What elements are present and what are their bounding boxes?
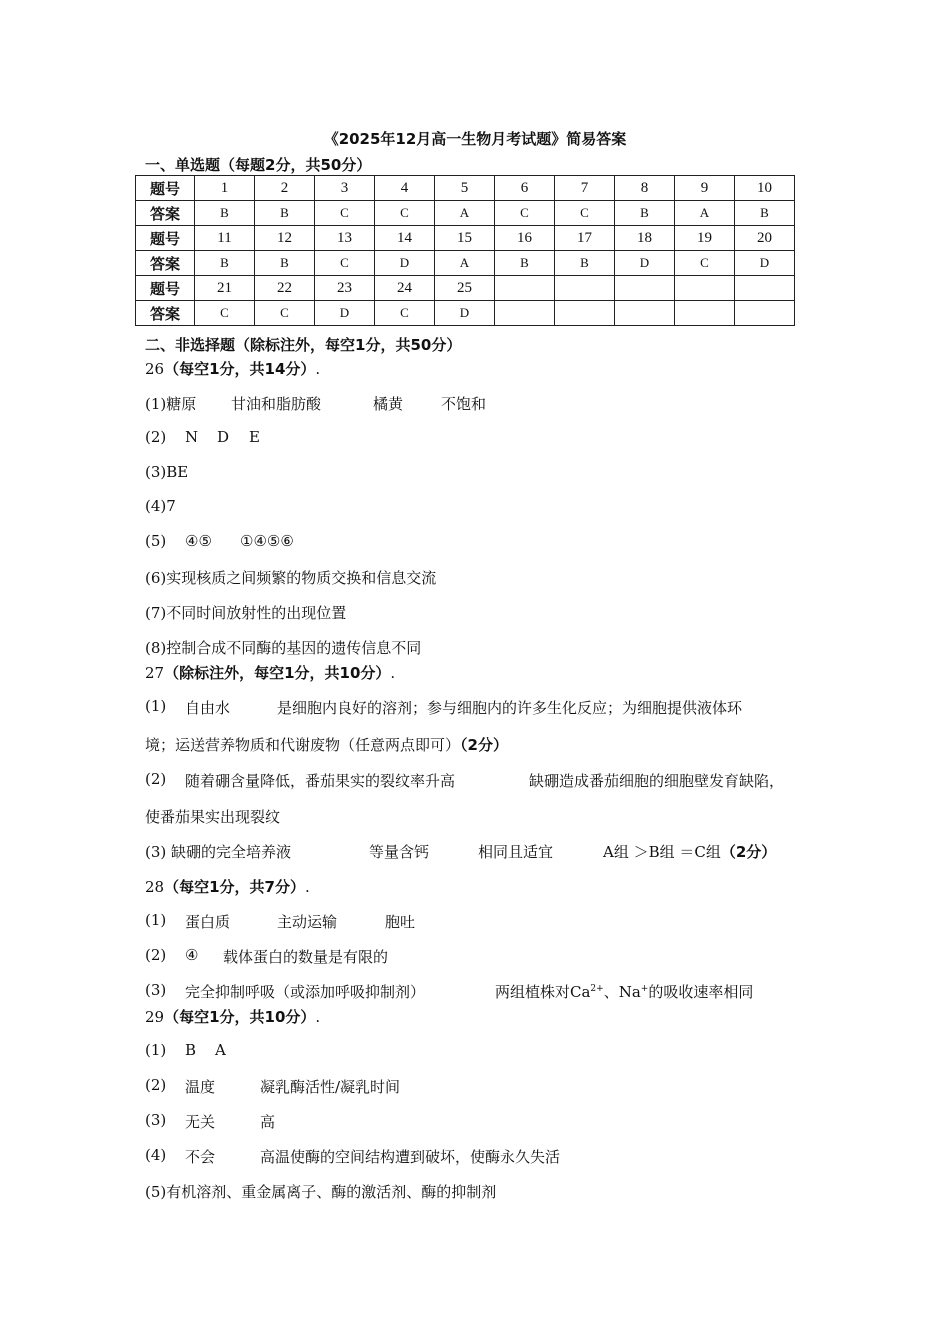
q28-heading: [145, 876, 310, 897]
question-number-cell: 18: [615, 226, 675, 251]
q29-number: 29: [145, 1008, 165, 1026]
q27-3-answer-b: 等量含钙: [369, 843, 430, 861]
q29-suffix: .: [315, 1008, 321, 1026]
q27-line-3: [145, 841, 777, 862]
q29-4-answer-a: 不会: [185, 1148, 216, 1166]
q29-3-answer-a: 无关: [185, 1113, 216, 1131]
answer-cell: D: [735, 251, 795, 276]
answer-cell: D: [375, 251, 435, 276]
answer-cell: C: [555, 201, 615, 226]
answer-cell: B: [735, 201, 795, 226]
question-number-cell: 15: [435, 226, 495, 251]
answer-cell: C: [675, 251, 735, 276]
q29-line-4: [145, 1146, 561, 1166]
answer-cell: B: [255, 251, 315, 276]
table-row-numbers: [136, 176, 795, 201]
q29-heading: [145, 1006, 320, 1027]
q28-line-2: [145, 946, 389, 966]
q27-3-answer-a: (3) 缺硼的完全培养液: [145, 843, 292, 861]
answer-cell: [495, 301, 555, 326]
q26-heading: [145, 358, 320, 379]
q28-3-answer-b-text2: 、Na: [603, 983, 641, 1001]
answer-cell: B: [615, 201, 675, 226]
answer-cell: [555, 301, 615, 326]
q26-line-3: (3)BE: [145, 463, 189, 481]
q26-2-answer-b: D: [217, 428, 230, 446]
row-header-answer: 答案: [136, 201, 195, 226]
question-number-cell: [675, 276, 735, 301]
q27-2-answer-a: 随着硼含量降低，番茄果实的裂纹率升高: [185, 772, 456, 790]
q29-1-label: (1): [145, 1041, 167, 1059]
q26-line-4: (4)7: [145, 497, 176, 515]
question-number-cell: 8: [615, 176, 675, 201]
q28-3-answer-b-text3: 的吸收速率相同: [648, 983, 754, 1001]
q26-2-answer-c: E: [249, 428, 260, 446]
q26-5-answer-b: ①④⑤⑥: [240, 532, 294, 550]
answer-cell: C: [495, 201, 555, 226]
question-number-cell: [555, 276, 615, 301]
q28-2-answer-b: 载体蛋白的数量是有限的: [223, 948, 389, 966]
q26-5-label: (5): [145, 532, 167, 550]
q27-heading: [145, 662, 395, 683]
table-row-numbers: [136, 226, 795, 251]
q26-5-answer-a: ④⑤: [185, 532, 212, 550]
q28-1-answer-c: 胞吐: [385, 913, 416, 931]
table-row-answers: [136, 301, 795, 326]
answer-cell: A: [435, 201, 495, 226]
answer-cell: B: [495, 251, 555, 276]
q27-line-2b: 使番茄果实出现裂纹: [145, 808, 281, 826]
question-number-cell: 9: [675, 176, 735, 201]
q26-2-answer-a: N: [185, 428, 199, 446]
q27-line-1: [145, 697, 743, 717]
answer-cell: [675, 301, 735, 326]
row-header-answer: 答案: [136, 301, 195, 326]
question-number-cell: 19: [675, 226, 735, 251]
question-number-cell: 23: [315, 276, 375, 301]
q28-3-label: (3): [145, 981, 167, 999]
q28-1-label: (1): [145, 911, 167, 929]
answer-cell: [735, 301, 795, 326]
q28-3-answer-b-text1: 两组植株对Ca: [495, 983, 591, 1001]
q26-1-answer-b: 橘黄: [373, 395, 404, 413]
q26-line-6: (6)实现核质之间频繁的物质交换和信息交流: [145, 569, 437, 587]
row-header-number: 题号: [136, 276, 195, 301]
q29-line-5: (5)有机溶剂、重金属离子、酶的激活剂、酶的抑制剂: [145, 1183, 497, 1201]
q28-3-answer-a: 完全抑制呼吸（或添加呼吸抑制剂）: [185, 983, 426, 1001]
answer-cell: C: [255, 301, 315, 326]
q27-3-answer-d-text: A组 ＞B组 ＝C组: [603, 843, 721, 861]
q26-1-answer-c: 不饱和: [441, 395, 487, 413]
q29-2-answer-a: 温度: [185, 1078, 216, 1096]
table-row-answers: [136, 201, 795, 226]
q28-line-3: [145, 981, 754, 1001]
answer-table: [135, 175, 795, 326]
q29-1-answer-a: B: [185, 1041, 197, 1059]
answer-cell: B: [555, 251, 615, 276]
q26-note: （每空1分，共14分）: [164, 360, 316, 378]
question-number-cell: 13: [315, 226, 375, 251]
answer-cell: D: [615, 251, 675, 276]
q29-1-answer-b: A: [215, 1041, 226, 1059]
question-number-cell: 10: [735, 176, 795, 201]
answer-cell: C: [315, 201, 375, 226]
q28-3-answer-b-sup1: 2+: [590, 984, 604, 994]
question-number-cell: 24: [375, 276, 435, 301]
q28-1-answer-b: 主动运输: [277, 913, 338, 931]
row-header-number: 题号: [136, 226, 195, 251]
q29-line-1: [145, 1041, 226, 1059]
q27-3-answer-c: 相同且适宜: [478, 843, 554, 861]
question-number-cell: 2: [255, 176, 315, 201]
q27-1-continuation: 境；运送营养物质和代谢废物（任意两点即可）: [145, 736, 461, 754]
q26-2-label: (2): [145, 428, 167, 446]
q26-1-label: (1)糖原: [145, 395, 197, 413]
question-number-cell: 12: [255, 226, 315, 251]
question-number-cell: [735, 276, 795, 301]
q29-4-label: (4): [145, 1146, 167, 1164]
q26-number: 26: [145, 360, 165, 378]
question-number-cell: [495, 276, 555, 301]
answer-cell: D: [315, 301, 375, 326]
q26-suffix: .: [315, 360, 321, 378]
q26-line-7: (7)不同时间放射性的出现位置: [145, 604, 347, 622]
q28-number: 28: [145, 878, 165, 896]
q27-1-score: （2分）: [460, 736, 508, 754]
answer-cell: A: [675, 201, 735, 226]
q28-1-answer-a: 蛋白质: [185, 913, 231, 931]
table-row-answers: [136, 251, 795, 276]
q28-note: （每空1分，共7分）: [164, 878, 305, 896]
q27-note: （除标注外，每空1分，共10分）: [164, 664, 391, 682]
q27-suffix: .: [390, 664, 396, 682]
q26-line-5: [145, 532, 294, 550]
q26-line-2: [145, 428, 260, 446]
question-number-cell: 20: [735, 226, 795, 251]
answer-cell: D: [435, 301, 495, 326]
question-number-cell: 14: [375, 226, 435, 251]
q29-3-label: (3): [145, 1111, 167, 1129]
answer-cell: [615, 301, 675, 326]
answer-cell: C: [375, 201, 435, 226]
table-row-numbers: [136, 276, 795, 301]
q29-note: （每空1分，共10分）: [164, 1008, 316, 1026]
q28-2-label: (2): [145, 946, 167, 964]
q27-number: 27: [145, 664, 165, 682]
q27-line-1b: [145, 734, 508, 755]
q27-line-2: [145, 770, 785, 790]
question-number-cell: 11: [195, 226, 255, 251]
q28-line-1: [145, 911, 416, 931]
answer-cell: B: [255, 201, 315, 226]
question-number-cell: [615, 276, 675, 301]
question-number-cell: 5: [435, 176, 495, 201]
row-header-answer: 答案: [136, 251, 195, 276]
q27-2-label: (2): [145, 770, 167, 788]
question-number-cell: 16: [495, 226, 555, 251]
q29-3-answer-b: 高: [260, 1113, 276, 1131]
q28-suffix: .: [304, 878, 310, 896]
answer-cell: B: [195, 251, 255, 276]
q27-2-answer-b: 缺硼造成番茄细胞的细胞壁发育缺陷，: [529, 772, 785, 790]
q26-1-answer-a: 甘油和脂肪酸: [231, 395, 322, 413]
question-number-cell: 3: [315, 176, 375, 201]
q27-3-score: （2分）: [720, 843, 777, 861]
q28-3-answer-b-sup2: +: [640, 984, 649, 994]
row-header-number: 题号: [136, 176, 195, 201]
answer-cell: C: [375, 301, 435, 326]
question-number-cell: 21: [195, 276, 255, 301]
q28-2-answer-a: ④: [185, 946, 199, 964]
page-title: 《2025年12月高一生物月考试题》简易答案: [323, 130, 627, 148]
q27-1-answer-a: 自由水: [185, 699, 231, 717]
answer-cell: A: [435, 251, 495, 276]
q29-2-label: (2): [145, 1076, 167, 1094]
q28-3-answer-b: [495, 981, 753, 1002]
q27-3-answer-d: [603, 841, 776, 862]
answer-cell: C: [315, 251, 375, 276]
q29-line-3: [145, 1111, 276, 1131]
question-number-cell: 22: [255, 276, 315, 301]
answer-cell: B: [195, 201, 255, 226]
question-number-cell: 7: [555, 176, 615, 201]
q26-line-8: (8)控制合成不同酶的基因的遗传信息不同: [145, 639, 422, 657]
q26-line-1: [145, 393, 487, 414]
question-number-cell: 6: [495, 176, 555, 201]
question-number-cell: 25: [435, 276, 495, 301]
q29-4-answer-b: 高温使酶的空间结构遭到破坏，使酶永久失活: [260, 1148, 561, 1166]
question-number-cell: 4: [375, 176, 435, 201]
q27-1-label: (1): [145, 697, 167, 715]
q27-1-answer-b: 是细胞内良好的溶剂；参与细胞内的许多生化反应；为细胞提供液体环: [277, 699, 743, 717]
q29-line-2: [145, 1076, 401, 1096]
answer-cell: C: [195, 301, 255, 326]
q29-2-answer-b: 凝乳酶活性/凝乳时间: [260, 1078, 401, 1096]
question-number-cell: 17: [555, 226, 615, 251]
question-number-cell: 1: [195, 176, 255, 201]
section-multiple-choice-heading: 一、单选题（每题2分，共50分）: [145, 156, 372, 174]
section-free-response-heading: 二、非选择题（除标注外，每空1分，共50分）: [145, 336, 462, 354]
